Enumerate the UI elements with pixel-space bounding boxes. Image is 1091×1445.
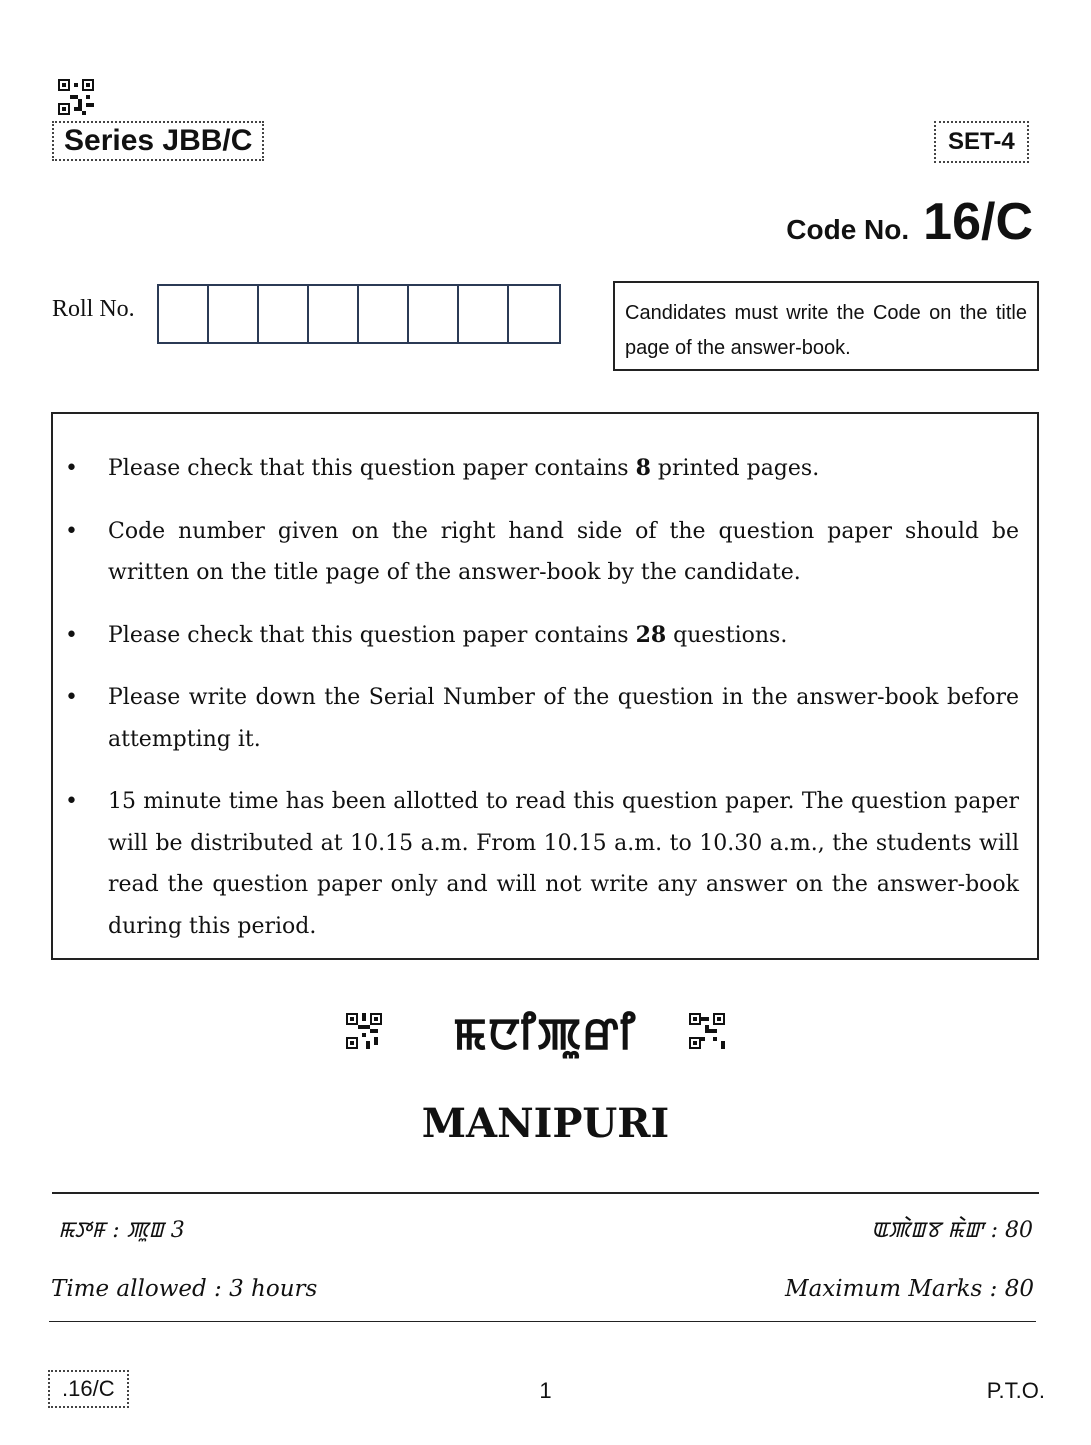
roll-number-label: Roll No. [52,296,135,322]
series-label: Series JBB/C [52,121,264,161]
code-number [786,192,1033,252]
roll-number-boxes[interactable] [157,284,561,344]
roll-number-cell[interactable] [509,286,559,342]
instruction-item: • Code number given on the right hand side of the question paper should be written on the title page of the answer-book by the candidate. [61,511,1019,594]
time-allowed-native: ꯃꯇꯝ : ꯄꯨꯡ 3 [58,1218,185,1243]
max-marks: Maximum Marks : 80 [785,1276,1034,1302]
set-label: SET-4 [934,121,1029,163]
candidate-note: Candidates must write the Code on the title page of the answer-book. [613,281,1039,371]
roll-number-cell[interactable] [309,286,359,342]
qr-code-icon [58,79,94,115]
qr-code-icon [689,1013,725,1049]
instruction-item: • Please check that this question paper contains 28 questions. [61,615,1019,657]
pto-label: P.T.O. [986,1378,1045,1403]
instruction-item: • 15 minute time has been allotted to read this question paper. The question paper will be distributed at 10.15 a.m. From 10.15 a.m. to 10.30 a.m., the students will read the question paper only and will not write any answer on the answer-book during this period. [61,781,1019,947]
page-number: 1 [539,1378,552,1403]
subject-title: MANIPURI [421,1100,670,1147]
instruction-item: • Please write down the Serial Number of the question in the answer-book before attempting it. [61,677,1019,760]
subject-native-title: ꯃꯅꯤꯄꯨꯔꯤ [453,1009,637,1060]
instruction-item: • Please check that this question paper contains 8 printed pages. [61,448,1019,490]
footer-code: .16/C [48,1370,129,1408]
instructions-box [51,412,1039,960]
instructions-list [61,448,1019,947]
qr-code-icon [346,1013,382,1049]
roll-number-cell[interactable] [209,286,259,342]
roll-number-cell[interactable] [459,286,509,342]
time-allowed: Time allowed : 3 hours [51,1276,318,1302]
max-marks-native: ꯑꯄꯥꯡꯕ ꯃꯥꯛ : 80 [870,1218,1033,1243]
divider [49,1321,1036,1322]
roll-number-cell[interactable] [259,286,309,342]
roll-number-cell[interactable] [359,286,409,342]
roll-number-cell[interactable] [409,286,459,342]
code-label: Code No. [786,214,910,245]
code-value: 16/C [923,193,1033,251]
divider [52,1192,1039,1194]
roll-number-cell[interactable] [159,286,209,342]
